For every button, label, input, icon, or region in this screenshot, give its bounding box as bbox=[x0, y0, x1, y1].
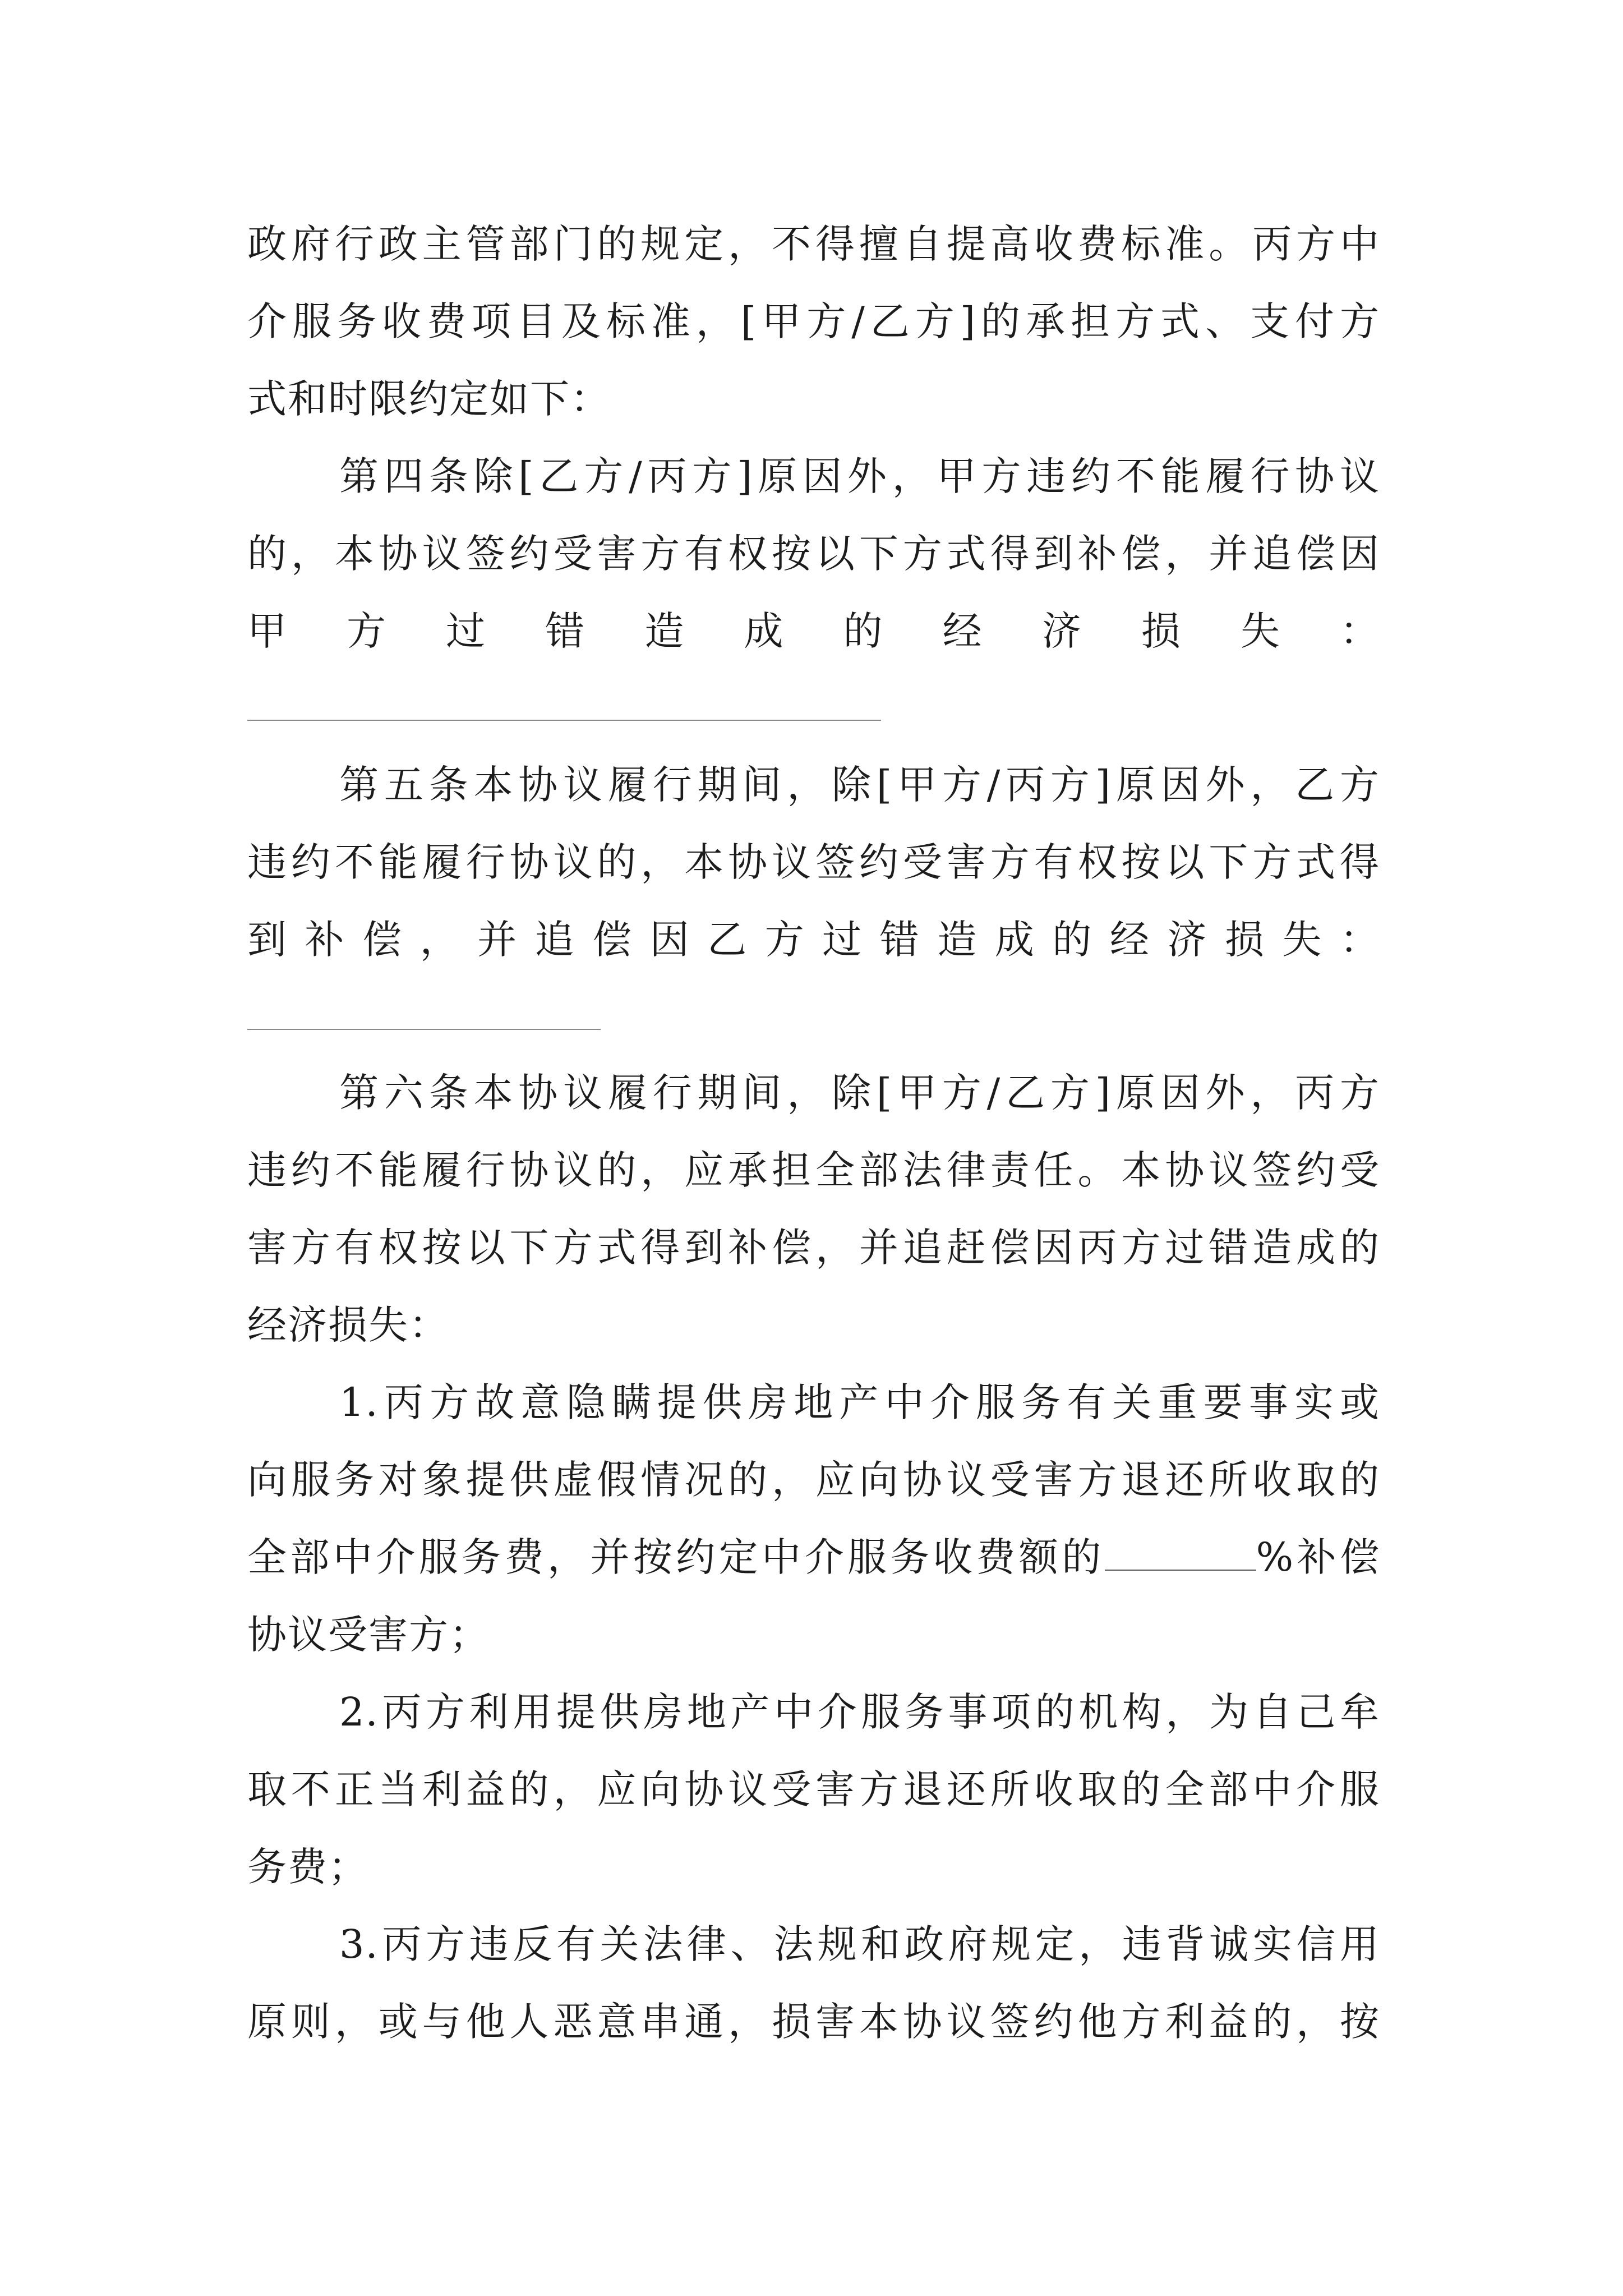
fill-in-blank-line bbox=[247, 1029, 601, 1030]
item-3-line: 3.丙方违反有关法律、法规和政府规定，违背诚实信用 bbox=[339, 1921, 1380, 1967]
item-1-line-with-blank bbox=[247, 1526, 1380, 1588]
article-4-line: 第四条除[乙方/丙方]原因外，甲方违约不能履行协议 bbox=[339, 453, 1380, 499]
item-2-line: 取不正当利益的，应向协议受害方退还所收取的全部中介服 bbox=[247, 1766, 1380, 1812]
article-5-line: 第五条本协议履行期间，除[甲方/丙方]原因外，乙方 bbox=[339, 762, 1380, 808]
item-3-line: 原则，或与他人恶意串通，损害本协议签约他方利益的，按 bbox=[247, 1999, 1380, 2045]
item-1-line: 向服务对象提供虚假情况的，应向协议受害方退还所收取的 bbox=[247, 1457, 1380, 1503]
article-4-line: 的，本协议签约受害方有权按以下方式得到补偿，并追偿因 bbox=[247, 531, 1380, 577]
paragraph-line: 政府行政主管部门的规定，不得擅自提高收费标准。丙方中 bbox=[247, 221, 1380, 267]
paragraph-line: 介服务收费项目及标准，[甲方/乙方]的承担方式、支付方 bbox=[247, 298, 1380, 344]
article-6-line: 经济损失： bbox=[247, 1302, 449, 1348]
item-2-line: 务费； bbox=[247, 1844, 368, 1890]
article-6-line: 违约不能履行协议的，应承担全部法律责任。本协议签约受 bbox=[247, 1147, 1380, 1193]
article-5-line: 违约不能履行协议的，本协议签约受害方有权按以下方式得 bbox=[247, 839, 1380, 885]
article-6-line: 害方有权按以下方式得到补偿，并追赶偿因丙方过错造成的 bbox=[247, 1225, 1380, 1271]
item-2-line: 2.丙方利用提供房地产中介服务事项的机构，为自己牟 bbox=[339, 1689, 1380, 1735]
item-1-line: 1.丙方故意隐瞒提供房地产中介服务有关重要事实或 bbox=[339, 1379, 1380, 1425]
article-6-line: 第六条本协议履行期间，除[甲方/乙方]原因外，丙方 bbox=[339, 1070, 1380, 1116]
item-1-line: 协议受害方； bbox=[247, 1612, 490, 1658]
article-5-line: 到补偿，并追偿因乙方过错造成的经济损失： bbox=[247, 917, 1380, 963]
item-1-text-before-blank: 全部中介服务费，并按约定中介服务收费额的 bbox=[247, 1534, 1105, 1580]
percentage-blank[interactable] bbox=[1105, 1537, 1256, 1571]
item-1-text-after-blank: %补偿 bbox=[1256, 1534, 1381, 1580]
paragraph-line: 式和时限约定如下： bbox=[247, 376, 611, 422]
fill-in-blank-line bbox=[247, 720, 881, 721]
article-4-line: 甲方过错造成的经济损失： bbox=[247, 608, 1380, 654]
